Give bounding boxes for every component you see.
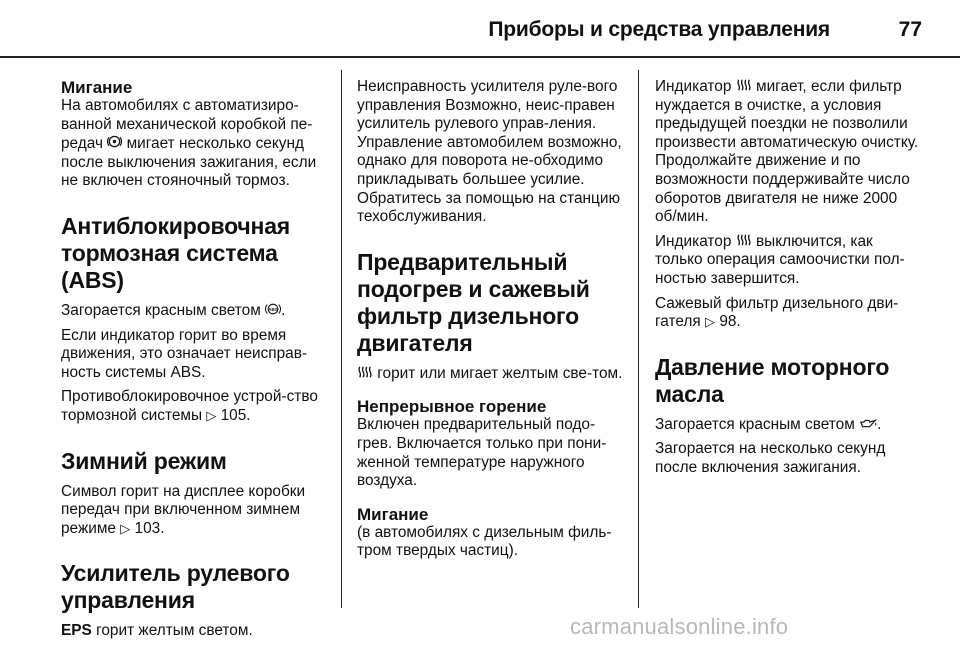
page-ref-arrow-icon: ▷ bbox=[705, 314, 716, 330]
paragraph: Загорается на несколько секунд после включения зажигания. bbox=[655, 440, 886, 476]
column-2 bbox=[357, 78, 623, 567]
section-heading: Мигание bbox=[357, 504, 429, 524]
column-divider bbox=[341, 70, 342, 608]
page-reference[interactable]: 103. bbox=[134, 519, 165, 537]
page-reference[interactable]: 105. bbox=[220, 406, 251, 424]
section-heading: Предварительный подогрев и сажевый фильтр дизельного двигателя bbox=[357, 248, 590, 356]
paragraph-text: . bbox=[281, 301, 286, 319]
paragraph: Если индикатор горит во время движения, это означает неисправ-ность системы ABS. bbox=[61, 326, 308, 381]
paragraph-text: Индикатор bbox=[655, 78, 732, 95]
paragraph bbox=[61, 622, 327, 641]
section-heading: Давление моторного масла bbox=[655, 353, 890, 407]
watermark: carmanualsonline.info bbox=[570, 614, 789, 639]
paragraph-text: Противоблокировочное устрой-ство тормозной системы bbox=[61, 388, 318, 424]
paragraph-text: Индикатор bbox=[655, 232, 732, 250]
column-1 bbox=[61, 78, 327, 647]
page-header bbox=[0, 0, 960, 58]
section-heading: Антиблокировочная тормозная система (ABS) bbox=[61, 212, 291, 293]
paragraph-text: горит или мигает желтым све-том. bbox=[377, 364, 623, 382]
paragraph-text: выключится, как только операция самоочистки пол-ностью завершится. bbox=[655, 232, 905, 287]
paragraph-text: мигает, если фильтр нуждается в очистке, а условия предыдущей поездки не позволили произвести автоматическую очистку. Продолжайте движение и по возможности поддерживайте число оборотов двигателя не ниже 2000 об/мин. bbox=[655, 78, 919, 226]
eps-label: EPS bbox=[61, 622, 92, 640]
paragraph-text: Сажевый фильтр дизельного дви-гателя bbox=[655, 294, 899, 331]
paragraph bbox=[655, 78, 921, 227]
abs-icon bbox=[265, 302, 281, 319]
paragraph bbox=[61, 97, 327, 191]
paragraph-text: Загорается красным светом bbox=[61, 301, 261, 319]
paragraph bbox=[357, 365, 623, 384]
oil-can-icon bbox=[859, 418, 877, 433]
paragraph: (в автомобилях с дизельным филь-тром твердых частиц). bbox=[357, 523, 612, 560]
page-ref-arrow-icon: ▷ bbox=[120, 520, 131, 536]
paragraph bbox=[61, 302, 327, 321]
paragraph-text: На автомобилях с автоматизиро-ванной механической коробкой пе-редач bbox=[61, 97, 313, 153]
section-heading: Зимний режим bbox=[61, 447, 227, 474]
paragraph-text: Загорается красным светом bbox=[655, 415, 855, 433]
section-heading: Усилитель рулевого управления bbox=[61, 560, 290, 614]
clutch-warning-icon bbox=[107, 134, 122, 152]
page-reference[interactable]: 98. bbox=[719, 313, 741, 331]
section-heading: Непрерывное горение bbox=[357, 397, 547, 417]
section-heading: Мигание bbox=[61, 78, 133, 97]
paragraph-text: мигает несколько секунд после выключения зажигания, если не включен стояночный тормоз. bbox=[61, 135, 317, 190]
paragraph-text: . bbox=[877, 415, 882, 433]
header-rule bbox=[0, 56, 960, 58]
paragraph-text: Символ горит на дисплее коробки передач при включенном зимнем режиме bbox=[61, 482, 306, 537]
glow-plug-icon bbox=[736, 233, 752, 250]
paragraph: Неисправность усилителя руле-вого управления Возможно, неис-правен усилитель рулевого управ-ления. Управление автомобилем возможно, однако для поворота не-обходимо прикладывать большее усилие. Обратитесь за помощью на станцию техобслуживания. bbox=[357, 78, 622, 226]
paragraph bbox=[61, 483, 327, 539]
glow-plug-icon bbox=[357, 365, 373, 382]
glow-plug-icon bbox=[736, 78, 752, 95]
page-number: 77 bbox=[898, 18, 922, 41]
paragraph: Включен предварительный подо-грев. Включается только при пони-женной температуре наружного воздуха. bbox=[357, 416, 607, 490]
paragraph bbox=[655, 233, 921, 289]
paragraph bbox=[61, 388, 327, 425]
paragraph bbox=[655, 416, 921, 435]
column-divider bbox=[638, 70, 639, 608]
svg-text:ABS: ABS bbox=[268, 306, 278, 312]
page-title: Приборы и средства управления bbox=[488, 18, 830, 41]
paragraph bbox=[655, 295, 921, 332]
paragraph-text: горит желтым светом. bbox=[96, 622, 253, 640]
page-ref-arrow-icon: ▷ bbox=[206, 407, 217, 423]
column-3 bbox=[655, 78, 921, 484]
